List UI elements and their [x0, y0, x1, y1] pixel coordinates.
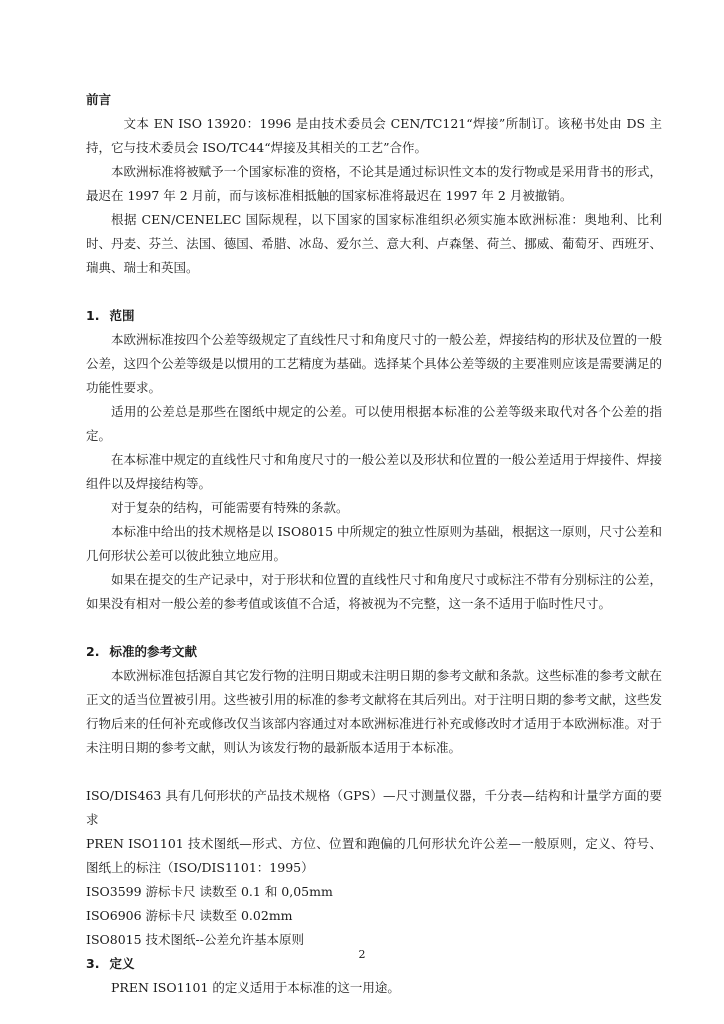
- document-page: [86, 88, 662, 1000]
- page-number: 2: [358, 948, 366, 961]
- reference-item: ISO8015 技术图纸--公差允许基本原则: [86, 932, 304, 947]
- section-1-paragraph: 本欧洲标准按四个公差等级规定了直线性尺寸和角度尺寸的一般公差，焊接结构的形状及位置的一般公差，这四个公差等级是以惯用的工艺精度为基础。选择某个具体公差等级的主要准则应该是需要满足的功能性要求。: [86, 332, 662, 395]
- foreword-paragraph: 文本 EN ISO 13920：1996 是由技术委员会 CEN/TC121“焊接”所制订。该秘书处由 DS 主持，它与技术委员会 ISO/TC44“焊接及其相关的工艺”合作。: [86, 116, 662, 155]
- reference-item: ISO3599 游标卡尺 读数至 0.1 和 0,05mm: [86, 884, 333, 899]
- section-3-title: 定义: [109, 956, 135, 971]
- section-1-heading: [86, 304, 662, 328]
- reference-item: PREN ISO1101 技术图纸—形式、方位、位置和跑偏的几何形状允许公差—一般原则，定义、符号、图纸上的标注（ISO/DIS1101：1995）: [86, 836, 662, 875]
- section-1-paragraph: 本标准中给出的技术规格是以 ISO8015 中所规定的独立性原则为基础，根据这一原则，尺寸公差和几何形状公差可以彼此独立地应用。: [86, 524, 663, 563]
- reference-item: ISO6906 游标卡尺 读数至 0.02mm: [86, 908, 293, 923]
- section-1-paragraph: 如果在提交的生产记录中，对于形状和位置的直线性尺寸和角度尺寸或标注不带有分别标注的公差，如果没有相对一般公差的参考值或该值不合适，将被视为不完整，这一条不适用于临时性尺寸。: [86, 572, 662, 611]
- section-1-title: 范围: [109, 308, 135, 323]
- section-1-paragraph: 对于复杂的结构，可能需要有特殊的条款。: [111, 500, 349, 515]
- section-2-paragraph: 本欧洲标准包括源自其它发行物的注明日期或未注明日期的参考文献和条款。这些标准的参考文献在正文的适当位置被引用。这些被引用的标准的参考文献将在其后列出。对于注明日期的参考文献，这些发行物后来的任何补充或修改仅当该部内容通过对本欧洲标准进行补充或修改时才适用于本欧洲标准。对于未注明日期的参考文献，则认为该发行物的最新版本适用于本标准。: [86, 668, 662, 755]
- section-3-number: 3.: [86, 956, 100, 971]
- foreword-paragraph: 根据 CEN/CENELEC 国际规程，以下国家的国家标准组织必须实施本欧洲标准：奥地利、比利时、丹麦、芬兰、法国、德国、希腊、冰岛、爱尔兰、意大利、卢森堡、荷兰、挪威、葡萄牙、西班牙、瑞典、瑞士和英国。: [86, 212, 662, 275]
- foreword-heading: 前言: [86, 92, 112, 107]
- section-2-heading: [86, 640, 662, 664]
- section-1-paragraph: 适用的公差总是那些在图纸中规定的公差。可以使用根据本标准的公差等级来取代对各个公差的指定。: [86, 404, 662, 443]
- section-3-paragraph: PREN ISO1101 的定义适用于本标准的这一用途。: [111, 980, 400, 995]
- section-2-number: 2.: [86, 644, 100, 659]
- section-2-title: 标准的参考文献: [109, 644, 197, 659]
- section-1-number: 1.: [86, 308, 100, 323]
- reference-item: ISO/DIS463 具有几何形状的产品技术规格（GPS）—尺寸测量仪器，千分表—结构和计量学方面的要求: [86, 788, 662, 827]
- section-1-paragraph: 在本标准中规定的直线性尺寸和角度尺寸的一般公差以及形状和位置的一般公差适用于焊接件、焊接组件以及焊接结构等。: [86, 452, 662, 491]
- foreword-paragraph: 本欧洲标准将被赋予一个国家标准的资格，不论其是通过标识性文本的发行物或是采用背书的形式，最迟在 1997 年 2 月前，而与该标准相抵触的国家标准将最迟在 1997 年 2 月被撤销。: [86, 164, 662, 203]
